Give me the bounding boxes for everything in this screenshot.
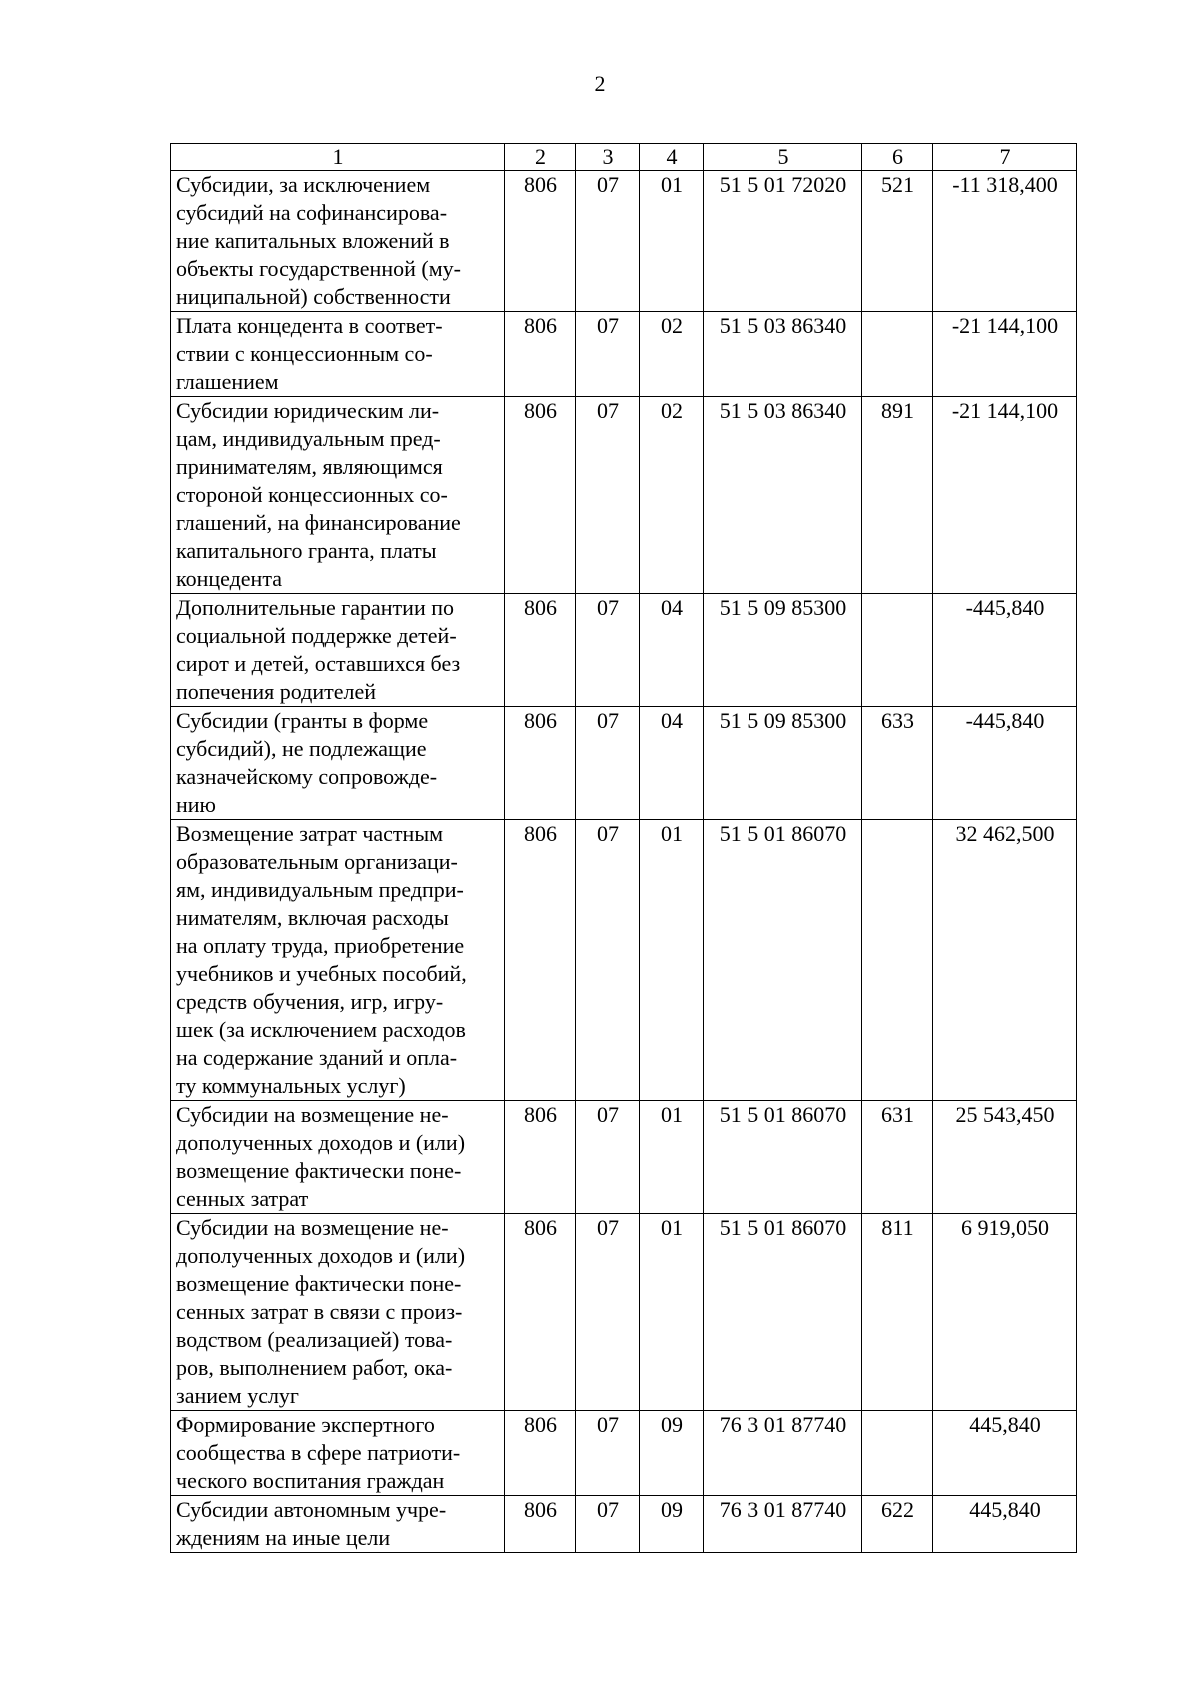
subsection-code-cell: 09 xyxy=(640,1496,704,1553)
expense-type-cell: 891 xyxy=(862,397,933,594)
row-name-line: Субсидии на возмещение не- xyxy=(176,1102,449,1127)
row-name-line: водством (реализацией) това- xyxy=(176,1327,453,1352)
row-name-line: сенных затрат в связи с произ- xyxy=(176,1299,463,1324)
row-name-line: ствии с концессионным со- xyxy=(176,341,433,366)
target-article-cell: 51 5 03 86340 xyxy=(704,312,862,397)
section-code-cell: 07 xyxy=(576,1411,640,1496)
row-name-line: занием услуг xyxy=(176,1383,299,1408)
subsection-code-cell: 01 xyxy=(640,171,704,312)
row-name-cell xyxy=(171,1496,505,1553)
ministry-code-cell: 806 xyxy=(505,312,576,397)
row-name-line: дополученных доходов и (или) xyxy=(176,1130,466,1155)
section-code-cell: 07 xyxy=(576,312,640,397)
expense-type-cell xyxy=(862,594,933,707)
row-name-line: стороной концессионных со- xyxy=(176,482,448,507)
row-name-line: Субсидии юридическим ли- xyxy=(176,398,440,423)
amount-cell: -445,840 xyxy=(933,707,1077,820)
row-name-cell xyxy=(171,707,505,820)
row-name-line: объекты государственной (му- xyxy=(176,256,461,281)
section-code-cell: 07 xyxy=(576,820,640,1101)
subsection-code-cell: 02 xyxy=(640,397,704,594)
header-cell-2: 2 xyxy=(505,144,576,171)
row-name-line: Формирование экспертного xyxy=(176,1412,435,1437)
budget-table xyxy=(170,143,1077,1553)
row-name-line: Субсидии на возмещение не- xyxy=(176,1215,449,1240)
row-name-cell xyxy=(171,397,505,594)
ministry-code-cell: 806 xyxy=(505,707,576,820)
section-code-cell: 07 xyxy=(576,1496,640,1553)
row-name-line: цам, индивидуальным пред- xyxy=(176,426,441,451)
row-name-line: ческого воспитания граждан xyxy=(176,1468,445,1493)
subsection-code-cell: 01 xyxy=(640,1214,704,1411)
ministry-code-cell: 806 xyxy=(505,1496,576,1553)
section-code-cell: 07 xyxy=(576,707,640,820)
row-name-line: субсидий), не подлежащие xyxy=(176,736,427,761)
row-name-line: сообщества в сфере патриоти- xyxy=(176,1440,461,1465)
ministry-code-cell: 806 xyxy=(505,594,576,707)
row-name-line: возмещение фактически поне- xyxy=(176,1271,462,1296)
row-name-line: субсидий на софинансирова- xyxy=(176,200,448,225)
row-name-line: ние капитальных вложений в xyxy=(176,228,450,253)
amount-cell: 6 919,050 xyxy=(933,1214,1077,1411)
table-row xyxy=(171,312,1077,397)
header-cell-7: 7 xyxy=(933,144,1077,171)
header-cell-5: 5 xyxy=(704,144,862,171)
table-row xyxy=(171,820,1077,1101)
row-name-cell xyxy=(171,594,505,707)
row-name-line: сенных затрат xyxy=(176,1186,309,1211)
amount-cell: -445,840 xyxy=(933,594,1077,707)
row-name-line: дополученных доходов и (или) xyxy=(176,1243,466,1268)
row-name-line: средств обучения, игр, игру- xyxy=(176,989,444,1014)
amount-cell: -11 318,400 xyxy=(933,171,1077,312)
table-header-row xyxy=(171,144,1077,171)
row-name-line: сирот и детей, оставшихся без xyxy=(176,651,461,676)
target-article-cell: 51 5 01 86070 xyxy=(704,1101,862,1214)
table-row xyxy=(171,171,1077,312)
subsection-code-cell: 01 xyxy=(640,1101,704,1214)
row-name-cell xyxy=(171,1411,505,1496)
header-cell-6: 6 xyxy=(862,144,933,171)
row-name-line: ям, индивидуальным предпри- xyxy=(176,877,464,902)
expense-type-cell: 631 xyxy=(862,1101,933,1214)
row-name-line: глашением xyxy=(176,369,279,394)
row-name-cell xyxy=(171,171,505,312)
target-article-cell: 51 5 09 85300 xyxy=(704,707,862,820)
row-name-line: на содержание зданий и опла- xyxy=(176,1045,458,1070)
table-row xyxy=(171,594,1077,707)
section-code-cell: 07 xyxy=(576,171,640,312)
section-code-cell: 07 xyxy=(576,1101,640,1214)
header-cell-3: 3 xyxy=(576,144,640,171)
ministry-code-cell: 806 xyxy=(505,1101,576,1214)
row-name-line: социальной поддержке детей- xyxy=(176,623,457,648)
subsection-code-cell: 02 xyxy=(640,312,704,397)
amount-cell: -21 144,100 xyxy=(933,397,1077,594)
row-name-line: Возмещение затрат частным xyxy=(176,821,444,846)
amount-cell: 445,840 xyxy=(933,1496,1077,1553)
row-name-line: глашений, на финансирование xyxy=(176,510,461,535)
table-row xyxy=(171,1214,1077,1411)
expense-type-cell: 811 xyxy=(862,1214,933,1411)
ministry-code-cell: 806 xyxy=(505,171,576,312)
amount-cell: 32 462,500 xyxy=(933,820,1077,1101)
ministry-code-cell: 806 xyxy=(505,1411,576,1496)
row-name-line: ту коммунальных услуг) xyxy=(176,1073,406,1098)
row-name-line: капитального гранта, платы xyxy=(176,538,437,563)
row-name-line: возмещение фактически поне- xyxy=(176,1158,462,1183)
table-row xyxy=(171,1411,1077,1496)
row-name-line: концедента xyxy=(176,566,282,591)
row-name-line: Дополнительные гарантии по xyxy=(176,595,454,620)
amount-cell: 445,840 xyxy=(933,1411,1077,1496)
row-name-cell xyxy=(171,312,505,397)
amount-cell: -21 144,100 xyxy=(933,312,1077,397)
row-name-line: ниципальной) собственности xyxy=(176,284,451,309)
ministry-code-cell: 806 xyxy=(505,1214,576,1411)
expense-type-cell xyxy=(862,820,933,1101)
section-code-cell: 07 xyxy=(576,397,640,594)
row-name-line: принимателям, являющимся xyxy=(176,454,443,479)
row-name-cell xyxy=(171,1101,505,1214)
row-name-line: Субсидии (гранты в форме xyxy=(176,708,429,733)
table-row xyxy=(171,397,1077,594)
target-article-cell: 51 5 03 86340 xyxy=(704,397,862,594)
subsection-code-cell: 04 xyxy=(640,707,704,820)
row-name-line: ждениям на иные цели xyxy=(176,1525,391,1550)
table-row xyxy=(171,1496,1077,1553)
expense-type-cell: 622 xyxy=(862,1496,933,1553)
row-name-line: шек (за исключением расходов xyxy=(176,1017,466,1042)
row-name-cell xyxy=(171,1214,505,1411)
target-article-cell: 51 5 01 72020 xyxy=(704,171,862,312)
target-article-cell: 76 3 01 87740 xyxy=(704,1411,862,1496)
table-body xyxy=(171,171,1077,1553)
row-name-line: Плата концедента в соответ- xyxy=(176,313,443,338)
target-article-cell: 51 5 01 86070 xyxy=(704,820,862,1101)
row-name-line: образовательным организаци- xyxy=(176,849,458,874)
table-row xyxy=(171,707,1077,820)
row-name-line: нию xyxy=(176,792,216,817)
target-article-cell: 51 5 01 86070 xyxy=(704,1214,862,1411)
header-cell-1: 1 xyxy=(171,144,505,171)
row-name-line: учебников и учебных пособий, xyxy=(176,961,467,986)
row-name-line: нимателям, включая расходы xyxy=(176,905,449,930)
row-name-cell xyxy=(171,820,505,1101)
subsection-code-cell: 09 xyxy=(640,1411,704,1496)
table-row xyxy=(171,1101,1077,1214)
target-article-cell: 76 3 01 87740 xyxy=(704,1496,862,1553)
section-code-cell: 07 xyxy=(576,1214,640,1411)
subsection-code-cell: 04 xyxy=(640,594,704,707)
expense-type-cell: 521 xyxy=(862,171,933,312)
expense-type-cell xyxy=(862,1411,933,1496)
target-article-cell: 51 5 09 85300 xyxy=(704,594,862,707)
row-name-line: ров, выполнением работ, ока- xyxy=(176,1355,453,1380)
ministry-code-cell: 806 xyxy=(505,397,576,594)
section-code-cell: 07 xyxy=(576,594,640,707)
row-name-line: на оплату труда, приобретение xyxy=(176,933,465,958)
expense-type-cell: 633 xyxy=(862,707,933,820)
row-name-line: Субсидии автономным учре- xyxy=(176,1497,447,1522)
ministry-code-cell: 806 xyxy=(505,820,576,1101)
header-cell-4: 4 xyxy=(640,144,704,171)
row-name-line: Субсидии, за исключением xyxy=(176,172,431,197)
row-name-line: казначейскому сопровожде- xyxy=(176,764,438,789)
expense-type-cell xyxy=(862,312,933,397)
page-number: 2 xyxy=(594,71,606,96)
subsection-code-cell: 01 xyxy=(640,820,704,1101)
amount-cell: 25 543,450 xyxy=(933,1101,1077,1214)
row-name-line: попечения родителей xyxy=(176,679,376,704)
